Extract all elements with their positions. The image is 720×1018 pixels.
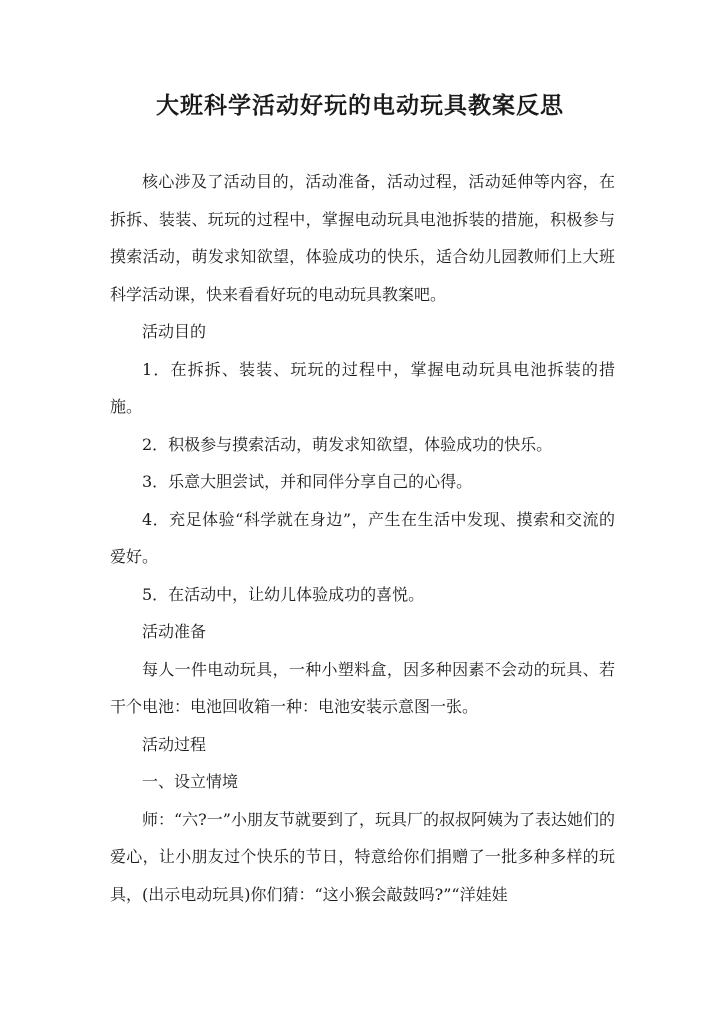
goal-item-1: 1．在拆拆、装装、玩玩的过程中，掌握电动玩具电池拆装的措施。 <box>110 359 615 416</box>
intro-paragraph: 核心涉及了活动目的，活动准备，活动过程，活动延伸等内容，在拆拆、装装、玩玩的过程中，掌握电动玩具电池拆装的措施，积极参与摸索活动，萌发求知欲望，体验成功的快乐，适合幼儿园教师们上大班科学活动课，快来看看好玩的电动玩具教案吧。 <box>110 172 615 304</box>
section-heading-preparation: 活动准备 <box>142 622 207 641</box>
goal-item-2: 2．积极参与摸索活动，萌发求知欲望，体验成功的快乐。 <box>142 434 553 454</box>
process-step-1-paragraph: 师：“六?一”小朋友节就要到了，玩具厂的叔叔阿姨为了表达她们的爱心，让小朋友过个快乐的节日，特意给你们捐赠了一批多种多样的玩具，(出示电动玩具)你们猜：“这小猴会敲鼓吗?”“洋娃娃 <box>110 809 615 904</box>
goal-item-4: 4．充足体验“科学就在身边”，产生在生活中发现、摸索和交流的爱好。 <box>110 509 615 566</box>
section-heading-process: 活动过程 <box>142 734 207 754</box>
goal-item-3: 3．乐意大胆尝试，并和同伴分享自己的心得。 <box>142 472 473 491</box>
preparation-paragraph: 每人一件电动玩具，一种小塑料盒，因多种因素不会动的玩具、若干个电池：电池回收箱一种：电池安装示意图一张。 <box>110 659 615 716</box>
document-title: 大班科学活动好玩的电动玩具教案反思 <box>156 92 564 119</box>
goal-item-5: 5．在活动中，让幼儿体验成功的喜悦。 <box>142 584 425 604</box>
section-heading-goals: 活动目的 <box>142 322 207 341</box>
document-body <box>110 163 615 913</box>
process-step-1-heading: 一、设立情境 <box>142 772 239 791</box>
